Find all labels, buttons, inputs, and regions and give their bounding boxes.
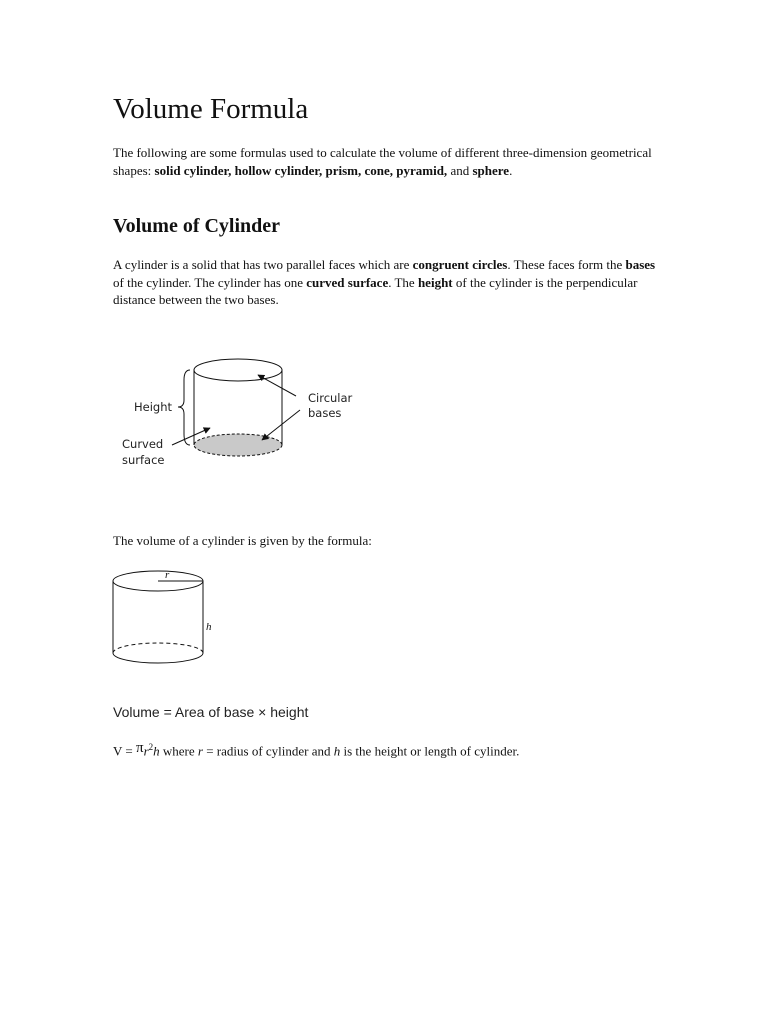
- cyl-text-3: of the cylinder. The cylinder has one: [113, 274, 307, 290]
- formula-intro: The volume of a cylinder is given by the formula:: [113, 533, 372, 548]
- cylinder-r-h-diagram: [108, 566, 228, 672]
- intro-shapes: solid cylinder, hollow cylinder, prism, cone, pyramid,: [154, 162, 448, 178]
- label-bases: bases: [308, 406, 342, 420]
- bottom-base-ellipse: [194, 434, 282, 456]
- cylinder-labeled-diagram: [110, 352, 370, 477]
- intro-paragraph: [113, 144, 658, 179]
- label-curved: Curved: [122, 437, 164, 451]
- intro-text: The following are some formulas used to calculate the volume of different three-dimension geometrical shapes:: [113, 145, 652, 178]
- var-r-2: r: [197, 743, 203, 759]
- text-where: where: [159, 743, 198, 759]
- cyl-text-2: . These faces form the: [507, 257, 626, 272]
- cyl-text-1: A cylinder is a solid that has two parallel faces which are: [113, 257, 413, 272]
- cyl-bold-height: height: [417, 274, 453, 290]
- v-equals: V =: [113, 743, 136, 759]
- cyl-bold-bases: bases: [625, 257, 656, 272]
- cyl-bold-curved: curved surface: [306, 274, 389, 290]
- cylinder-paragraph: [113, 256, 661, 309]
- top-base-ellipse: [194, 359, 282, 381]
- cyl-bold-congruent: congruent circles: [412, 257, 508, 272]
- text-radius: = radius of cylinder and: [202, 743, 334, 759]
- label-r: r: [165, 569, 170, 581]
- exponent-2: 2: [148, 742, 154, 752]
- page-title: Volume Formula: [113, 93, 309, 125]
- label-surface: surface: [122, 453, 165, 467]
- var-h-2: h: [333, 743, 341, 759]
- height-brace: [178, 370, 190, 445]
- cyl-text-5: of the cylinder is the perpendicular distance between the two bases.: [113, 274, 638, 307]
- label-height: Height: [134, 400, 173, 414]
- var-r: r: [143, 743, 149, 759]
- label-h: h: [206, 621, 212, 633]
- arrow-to-bottom-base: [262, 410, 300, 440]
- label-circular: Circular: [308, 391, 353, 405]
- intro-and: and: [447, 162, 473, 178]
- volume-formula-words: Volume = Area of base × height: [113, 704, 309, 720]
- pi-symbol: π: [136, 740, 144, 757]
- cylinder-body: [194, 359, 282, 456]
- intro-sphere: sphere: [472, 162, 510, 178]
- volume-formula-symbols: [113, 738, 519, 760]
- arrow-to-top-base: [258, 375, 296, 396]
- section-title: Volume of Cylinder: [113, 215, 281, 237]
- intro-end: .: [509, 162, 513, 178]
- bottom-back-arc: [113, 643, 203, 653]
- cyl-text-4: . The: [388, 274, 418, 290]
- bottom-front-arc: [113, 653, 203, 663]
- var-h: h: [153, 743, 160, 759]
- text-rest: is the height or length of cylinder.: [340, 743, 520, 759]
